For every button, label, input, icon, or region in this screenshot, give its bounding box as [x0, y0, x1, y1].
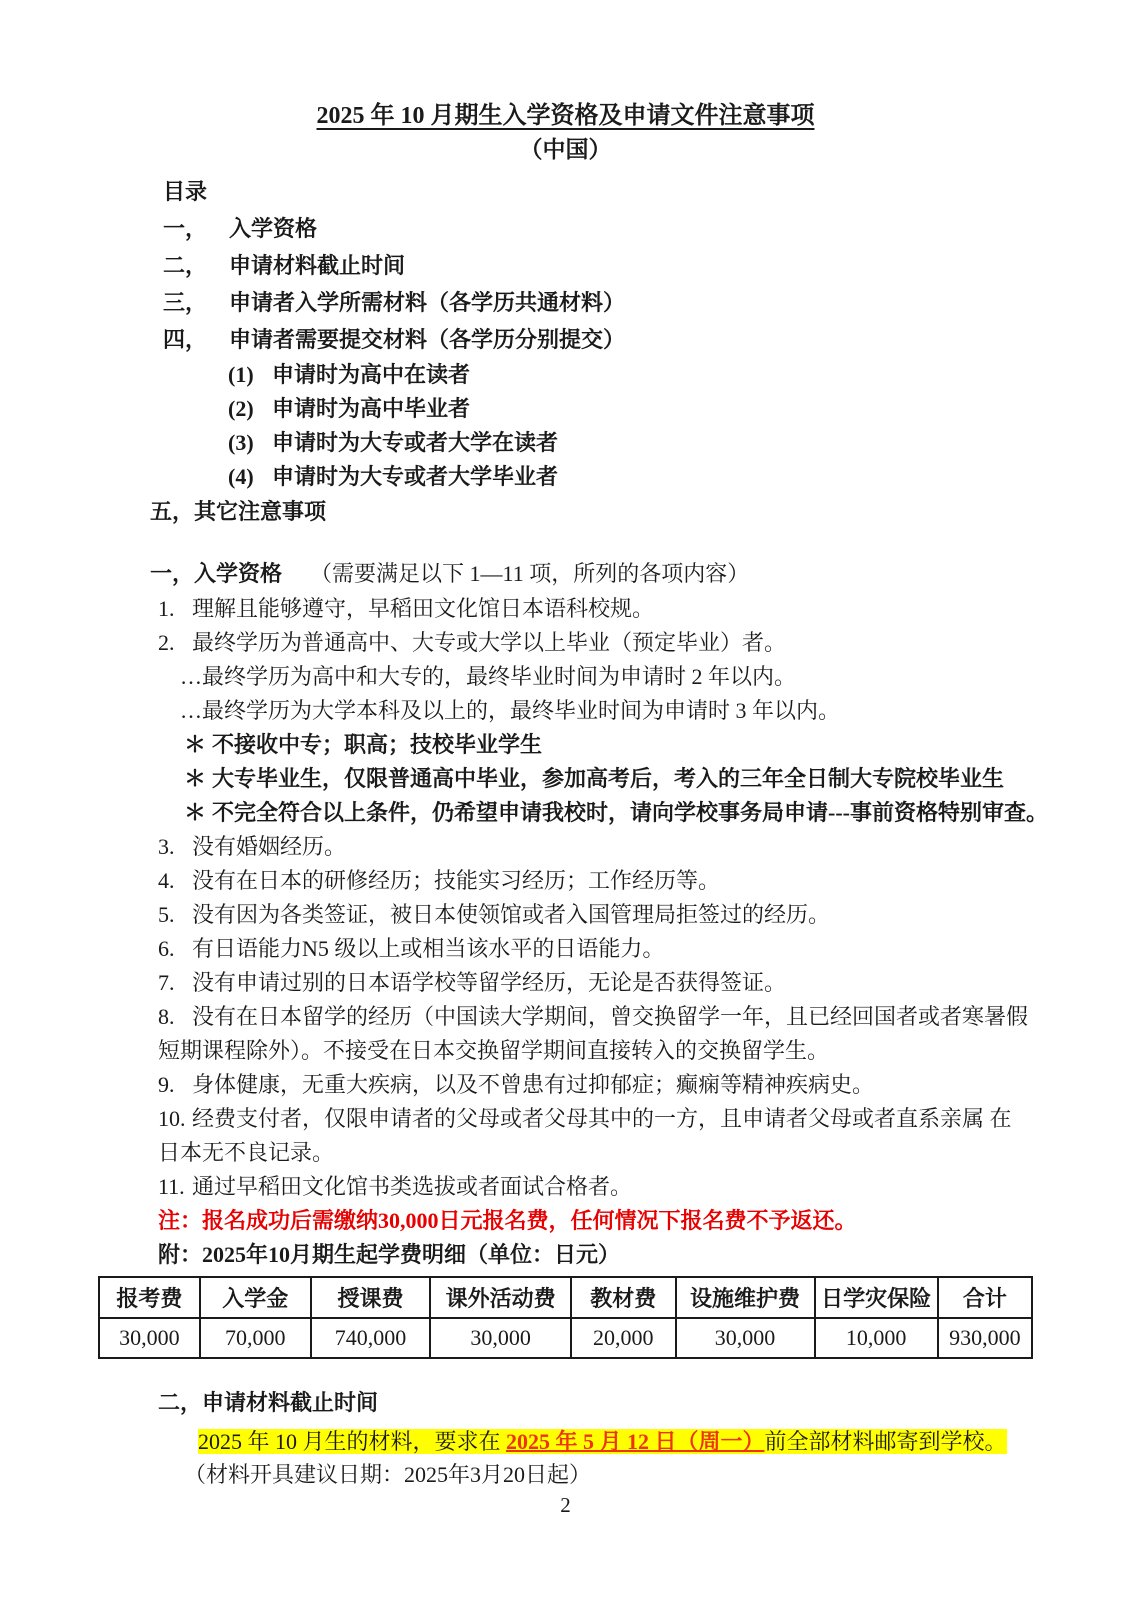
- fee-table-header-cell: 教材费: [571, 1277, 675, 1318]
- requirement-item-6-text: 有日语能力N5 级以上或相当该水平的日语能力。: [192, 936, 665, 961]
- toc-sub-item-2-label: 申请时为高中毕业者: [272, 396, 471, 421]
- requirement-item-10: [158, 1102, 1033, 1170]
- toc-sub-item-3: [228, 426, 1033, 460]
- deadline-text-post: 前全部材料邮寄到学校。: [764, 1429, 1007, 1454]
- fee-table-value-cell: 30,000: [430, 1318, 571, 1358]
- requirement-item-5-number: 5.: [158, 902, 175, 927]
- toc-sub-item-4: [228, 460, 1033, 494]
- requirement-item-5: [158, 898, 1033, 932]
- deadline-highlight: [198, 1429, 1007, 1454]
- fee-table-value-row: [99, 1318, 1032, 1358]
- toc-item-3: [163, 284, 1033, 321]
- requirement-item-11-number: 11.: [158, 1174, 185, 1199]
- star-note-3-text: 不完全符合以上条件，仍希望申请我校时，请向学校事务局申请---事前资格特别审查。: [212, 800, 1048, 825]
- toc-item-2-number: 二，: [163, 253, 208, 278]
- requirement-item-6: [158, 932, 1033, 966]
- requirement-item-2-sub-1: …最终学历为高中和大专的，最终毕业时间为申请时 2 年以内。: [180, 664, 797, 689]
- toc-item-4-number: 四，: [163, 327, 208, 352]
- fee-table-header-row: [99, 1277, 1032, 1318]
- deadline-highlight-line: [198, 1425, 1033, 1459]
- requirement-item-9-text: 身体健康，无重大疾病，以及不曾患有过抑郁症；癫痫等精神疾病史。: [192, 1072, 875, 1097]
- fee-table-value-cell: 30,000: [676, 1318, 815, 1358]
- fee-table-header-cell: 报考费: [99, 1277, 200, 1318]
- toc-item-2-label: 申请材料截止时间: [229, 253, 406, 278]
- section1-heading: [150, 556, 1033, 592]
- toc-item-2: [163, 247, 1033, 284]
- fee-table-value-cell: 10,000: [815, 1318, 938, 1358]
- requirement-item-3: [158, 830, 1033, 864]
- document-title-text: 2025 年 10 月期生入学资格及申请文件注意事项: [316, 103, 815, 129]
- requirement-item-5-text: 没有因为各类签证，被日本使领馆或者入国管理局拒签过的经历。: [192, 902, 831, 927]
- page-number: 2: [560, 1493, 571, 1517]
- star-note-2-text: 大专毕业生，仅限普通高中毕业，参加高考后，考入的三年全日制大专院校毕业生: [212, 766, 1005, 791]
- fee-table: [98, 1276, 1033, 1359]
- asterisk-icon: ＊: [184, 800, 207, 825]
- requirement-item-3-number: 3.: [158, 834, 175, 859]
- requirement-item-3-text: 没有婚姻经历。: [192, 834, 347, 859]
- requirement-item-4-number: 4.: [158, 868, 175, 893]
- requirement-item-7-number: 7.: [158, 970, 175, 995]
- document-title: [98, 100, 1033, 132]
- requirement-item-11-text: 通过早稻田文化馆书类选拔或者面试合格者。: [192, 1174, 633, 1199]
- requirement-item-2: [158, 626, 1033, 660]
- fee-table-value-cell: 740,000: [311, 1318, 430, 1358]
- requirement-item-8-number: 8.: [158, 1004, 175, 1029]
- asterisk-icon: ＊: [184, 766, 207, 791]
- requirement-item-4-text: 没有在日本的研修经历；技能实习经历；工作经历等。: [192, 868, 721, 893]
- fee-table-value-cell: 930,000: [938, 1318, 1032, 1358]
- toc-item-5: 五，其它注意事项: [150, 499, 327, 524]
- toc-sub-item-3-number: (3): [228, 430, 254, 455]
- requirement-item-2-text: 最终学历为普通高中、大专或大学以上毕业（预定毕业）者。: [192, 630, 787, 655]
- toc-item-1-label: 入学资格: [229, 216, 318, 241]
- requirement-item-1-text: 理解且能够遵守，早稻田文化馆日本语科校规。: [192, 596, 655, 621]
- fee-table-header-cell: 设施维护费: [676, 1277, 815, 1318]
- section1-heading-note: （需要满足以下 1—11 项，所列的各项内容）: [310, 561, 750, 586]
- requirement-item-10-number: 10.: [158, 1106, 186, 1131]
- requirement-item-6-number: 6.: [158, 936, 175, 961]
- fee-table-header-cell: 合计: [938, 1277, 1032, 1318]
- toc-item-3-label: 申请者入学所需材料（各学历共通材料）: [229, 290, 626, 315]
- toc-sub-item-1-label: 申请时为高中在读者: [272, 362, 471, 387]
- toc-item-1: [163, 210, 1033, 247]
- requirement-item-2-sub-2: …最终学历为大学本科及以上的，最终毕业时间为申请时 3 年以内。: [180, 698, 841, 723]
- application-fee-warning: 注：报名成功后需缴纳30,000日元报名费，任何情况下报名费不予返还。: [158, 1208, 857, 1233]
- fee-table-value-cell: 30,000: [99, 1318, 200, 1358]
- toc-sub-item-4-label: 申请时为大专或者大学毕业者: [272, 464, 559, 489]
- star-note-2: [184, 762, 1033, 796]
- fee-table-header-cell: 课外活动费: [430, 1277, 571, 1318]
- requirement-item-1-number: 1.: [158, 596, 175, 621]
- fee-table-header-cell: 日学灾保险: [815, 1277, 938, 1318]
- star-note-1: [184, 728, 1033, 762]
- section1-heading-text: 一，入学资格: [150, 561, 283, 586]
- toc-sub-item-2: [228, 392, 1033, 426]
- requirement-item-11: [158, 1170, 1033, 1204]
- toc-sub-item-2-number: (2): [228, 396, 254, 421]
- requirement-item-4: [158, 864, 1033, 898]
- requirement-item-7-text: 没有申请过别的日本语学校等留学经历，无论是否获得签证。: [192, 970, 787, 995]
- requirement-item-2-number: 2.: [158, 630, 175, 655]
- toc-sub-item-1-number: (1): [228, 362, 254, 387]
- toc-item-3-number: 三，: [163, 290, 208, 315]
- deadline-date: 2025 年 5 月 12 日（周一）: [506, 1429, 765, 1454]
- toc-item-4: [163, 321, 1033, 358]
- requirement-item-8-text: 没有在日本留学的经历（中国读大学期间，曾交换留学一年，且已经回国者或者寒暑假短期课程除外）。不接受在日本交换留学期间直接转入的交换留学生。: [158, 1004, 1029, 1063]
- requirement-item-10-text: 经费支付者，仅限申请者的父母或者父母其中的一方，且申请者父母或者直系亲属 在日本无不良记录。: [158, 1106, 1012, 1165]
- material-issue-date-note: （材料开具建议日期：2025年3月20日起）: [184, 1462, 592, 1487]
- toc-sub-item-4-number: (4): [228, 464, 254, 489]
- deadline-text-pre: 2025 年 10 月生的材料，要求在: [198, 1429, 507, 1454]
- fee-table-header-cell: 授课费: [311, 1277, 430, 1318]
- fee-table-header-cell: 入学金: [200, 1277, 311, 1318]
- toc-item-4-label: 申请者需要提交材料（各学历分别提交）: [229, 327, 626, 352]
- requirement-item-1: [158, 592, 1033, 626]
- requirement-item-9-number: 9.: [158, 1072, 175, 1097]
- section2-heading: 二，申请材料截止时间: [158, 1390, 379, 1415]
- document-subtitle: （中国）: [519, 137, 612, 162]
- fee-table-caption: 附：2025年10月期生起学费明细（单位：日元）: [158, 1242, 621, 1267]
- star-note-1-text: 不接收中专；职高；技校毕业学生: [212, 732, 543, 757]
- requirement-item-8: [158, 1000, 1033, 1068]
- toc-item-1-number: 一，: [163, 216, 208, 241]
- toc-heading: 目录: [163, 179, 208, 204]
- requirement-item-7: [158, 966, 1033, 1000]
- fee-table-value-cell: 20,000: [571, 1318, 675, 1358]
- requirement-item-9: [158, 1068, 1033, 1102]
- toc-sub-item-1: [228, 358, 1033, 392]
- spacer: [98, 530, 1033, 556]
- toc-sub-item-3-label: 申请时为大专或者大学在读者: [272, 430, 559, 455]
- star-note-3: [184, 796, 1048, 830]
- asterisk-icon: ＊: [184, 732, 207, 757]
- fee-table-value-cell: 70,000: [200, 1318, 311, 1358]
